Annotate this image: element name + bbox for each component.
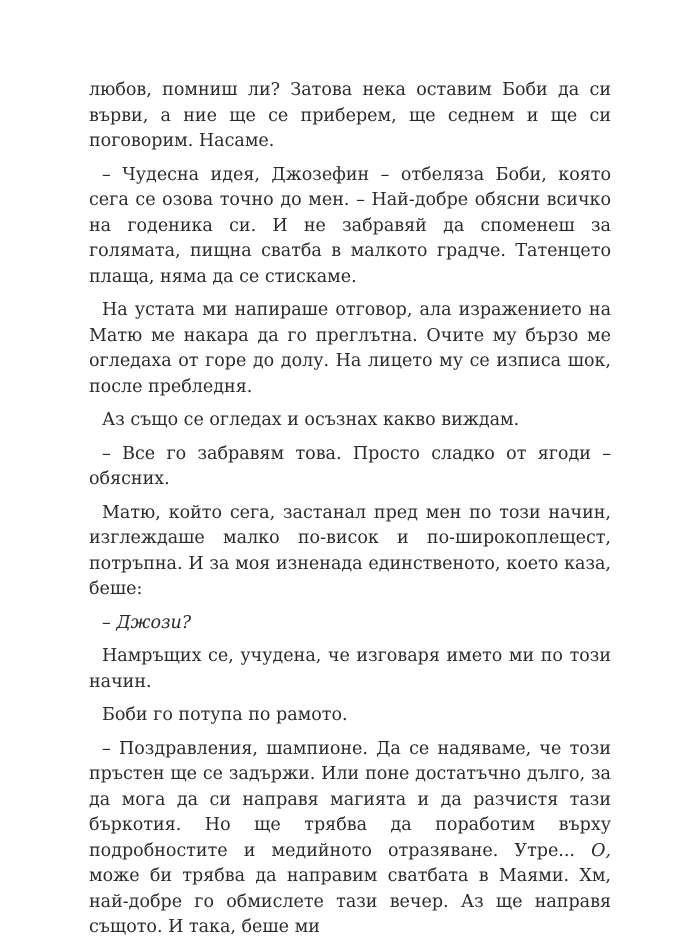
- italic-interjection: О,: [591, 840, 611, 861]
- paragraph: любов, помниш ли? Затова нека оставим Боби да си върви, а ние ще се приберем, ще седнем и ще си поговорим. Насаме.: [89, 80, 611, 151]
- body-text: [89, 78, 611, 941]
- paragraph-dialogue: [89, 611, 611, 637]
- paragraph-text-start: – Поздравления, шампионе. Да се надяваме, че този пръстен ще се задържи. Или поне достатъчно дълго, за да мога да си направя магията и да разчистя тази бъркотия. Но ще трябва да поработим върху подробностите и медийното отразяване. Утре...: [89, 738, 611, 861]
- paragraph: – Все го забравям това. Просто сладко от ягоди – обясних.: [89, 443, 611, 489]
- paragraph: Намръщих се, учудена, че изговаря името ми по този начин.: [89, 646, 611, 692]
- paragraph: Боби го потупа по рамото.: [102, 705, 348, 725]
- paragraph: – Чудесна идея, Джозефин – отбеляза Боби, която сега се озова точно до мен. – Най-добре обясни всичко на годеника си. И не забравяй да споменеш за голямата, пищна сватба в малкото градче. Татенцето плаща, няма да се стискаме.: [89, 164, 611, 287]
- paragraph: [89, 737, 611, 941]
- italic-speech: Джози?: [116, 612, 192, 633]
- paragraph: Аз също се огледах и осъзнах какво виждам.: [102, 410, 520, 430]
- paragraph: На устата ми напираше отговор, ала изражението на Матю ме накара да го преглътна. Очите му бързо ме огледаха от горе до долу. На лицето му се изписа шок, после пребледня.: [89, 300, 611, 397]
- dialogue-dash: –: [102, 612, 117, 633]
- paragraph: Матю, който сега, застанал пред мен по този начин, изглеждаше малко по-висок и по-широкоплещест, потръпна. И за моя изненада единственото, което каза, беше:: [89, 502, 611, 599]
- paragraph-text-end: може би трябва да направим сватбата в Маями. Хм, най-добре го обмислете тази вечер. Аз ще направя същото. И така, беше ми: [89, 866, 611, 937]
